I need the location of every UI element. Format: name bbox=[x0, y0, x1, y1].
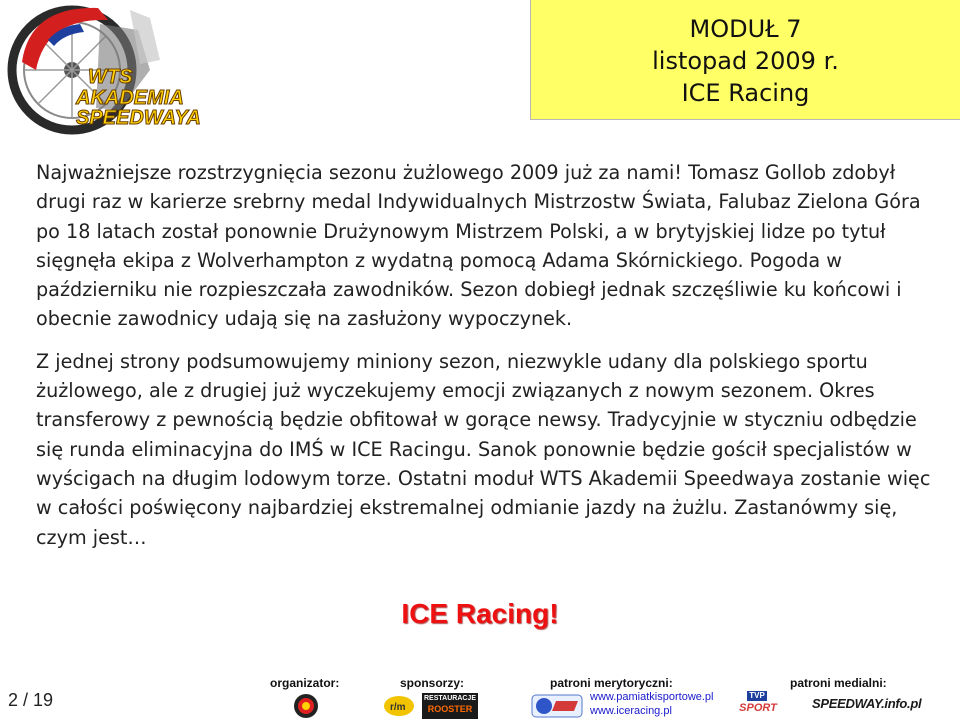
wts-akademia-speedwaya-logo bbox=[0, 0, 240, 150]
sponsor-rooster-logo bbox=[422, 693, 478, 719]
svg-text:r/m: r/m bbox=[390, 702, 406, 713]
logo-line-wts: WTS bbox=[88, 66, 133, 88]
ice-racing-team-logo bbox=[530, 693, 584, 719]
link-pamiatkisportowe[interactable]: www.pamiatkisportowe.pl bbox=[590, 691, 714, 703]
module-date: listopad 2009 r. bbox=[652, 46, 839, 75]
content-patrons-label: patroni merytoryczni: bbox=[550, 676, 673, 690]
page-number: 2 / 19 bbox=[8, 690, 54, 710]
paragraph-season-summary: Najważniejsze rozstrzygnięcia sezonu żużlowego 2009 już za nami! Tomasz Gollob zdobył drugi raz w karierze srebrny medal Indywidualnych Mistrzostw Świata, Falubaz Zielona Góra po 18 latach został ponownie Drużynowym Mistrzem Polski, a w brytyjskiej lidze po tytuł sięgnęła ekipa z Wolverhampton z wydatną pomocą Adama Skórnickiego. Pogoda w październiku nie rozpieszczała zawodników. Sezon dobiegł jednak szczęśliwie ku końcowi i obecnie zawodnicy udają się na zasłużony wypoczynek. bbox=[36, 161, 921, 331]
sponsor-rm-logo bbox=[382, 694, 416, 718]
module-topic: ICE Racing bbox=[681, 78, 810, 107]
sport-badge: SPORT bbox=[739, 702, 777, 714]
tvp-badge: TVP bbox=[747, 691, 767, 701]
logo-line-akademia: AKADEMIA bbox=[76, 87, 184, 109]
sponsor-footer bbox=[250, 676, 960, 720]
organizer-label: organizator: bbox=[270, 676, 340, 690]
sponsors-label: sponsorzy: bbox=[400, 676, 465, 690]
speedway-info-logo: SPEEDWAY.info.pl bbox=[812, 696, 922, 711]
logo-line-speedwaya: SPEEDWAYA bbox=[76, 107, 201, 129]
tvp-sport-logo bbox=[733, 691, 783, 719]
article-body bbox=[36, 158, 936, 565]
media-patrons-label: patroni medialni: bbox=[790, 676, 887, 690]
module-number: MODUŁ 7 bbox=[689, 14, 802, 43]
sponsor-badge-restauracje: RESTAURACJE bbox=[424, 695, 476, 702]
paragraph-ice-racing-intro: Z jednej strony podsumowujemy miniony sezon, niezwykle udany dla polskiego sportu żużlowego, ale z drugiej już wyczekujemy emocji związanych z nowym sezonem. Okres transferowy z pewnością będzie obfitował w gorące newsy. Tradycyjnie w styczniu odbędzie się runda eliminacyjna do IMŚ w ICE Racingu. Sanok ponownie będzie gościł specjalistów w wyścigach na długim lodowym torze. Ostatni moduł WTS Akademii Speedwaya zostanie więc w całości poświęcony najbardziej ekstremalnej odmianie jazdy na żużlu. Zastanówmy się, czym jest… bbox=[36, 349, 931, 549]
sponsor-badge-rooster: ROOSTER bbox=[427, 704, 473, 714]
module-title-box bbox=[530, 0, 960, 120]
organizer-logo bbox=[292, 693, 320, 719]
link-iceracing[interactable]: www.iceracing.pl bbox=[590, 705, 672, 717]
ice-racing-headline: ICE Racing! bbox=[401, 598, 559, 629]
